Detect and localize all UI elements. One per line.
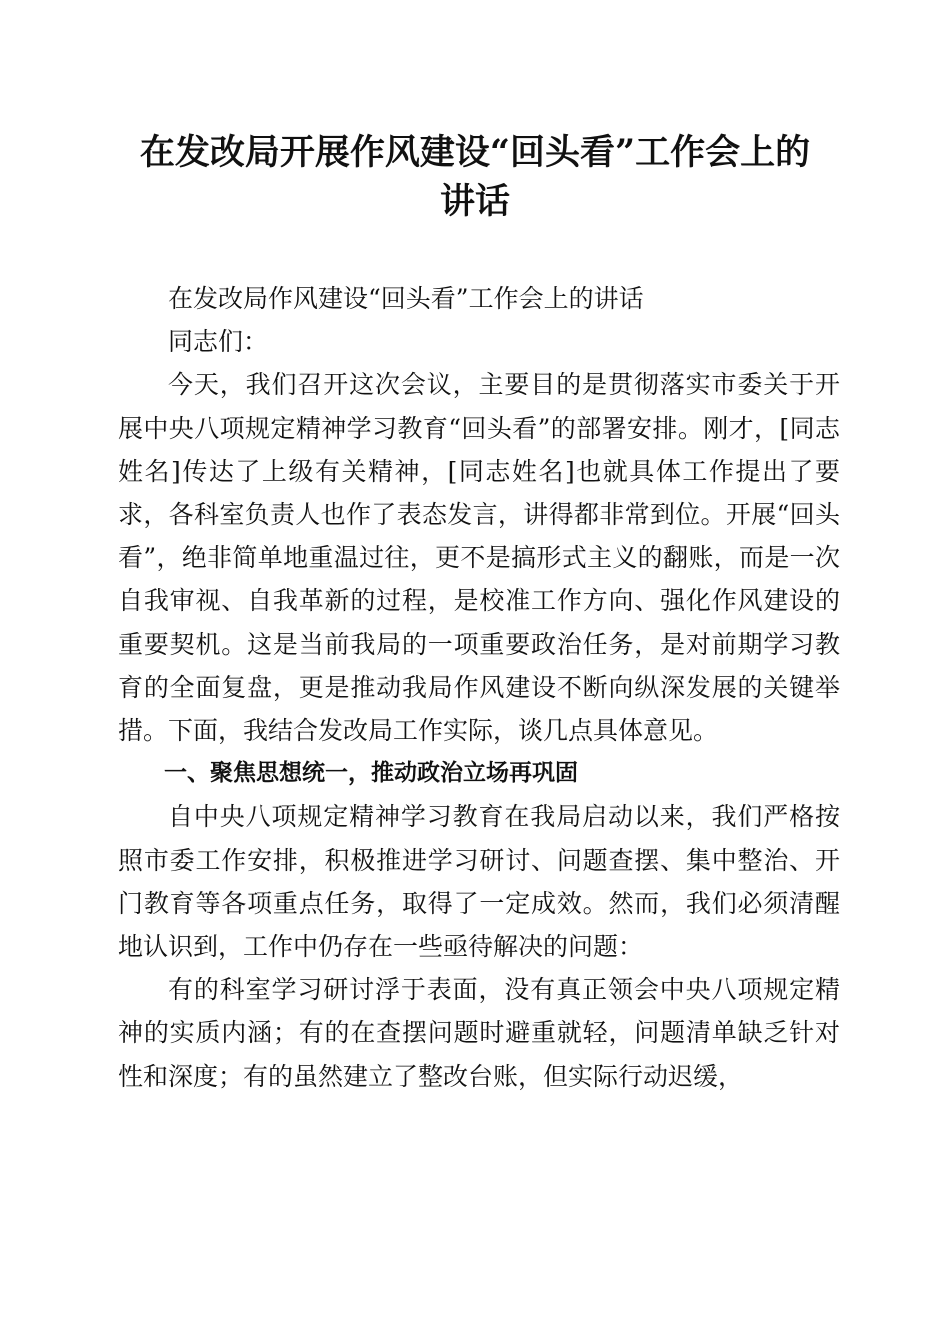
title-line-1: 在发改局开展作风建设“回头看”工作会上的 [139, 132, 811, 173]
title-line-2: 讲话 [439, 181, 510, 222]
paragraph-intro: 今天，我们召开这次会议，主要目的是贯彻落实市委关于开展中央八项规定精神学习教育“回头看”的部署安排。刚才，[同志姓名]传达了上级有关精神，[同志姓名]也就具体工作提出了要求，各科室负责人也作了表态发言，讲得都非常到位。开展“回头看”，绝非简单地重温过往，更不是搞形式主义的翻账，而是一次自我审视、自我革新的过程，是校准工作方向、强化作风建设的重要契机。这是当前我局的一项重要政治任务，是对前期学习教育的全面复盘，更是推动我局作风建设不断向纵深发展的关键举措。下面，我结合发改局工作实际，谈几点具体意见。 [118, 370, 840, 746]
paragraph-section1-b: 有的科室学习研讨浮于表面，没有真正领会中央八项规定精神的实质内涵；有的在查摆问题时避重就轻，问题清单缺乏针对性和深度；有的虽然建立了整改台账，但实际行动迟缓， [118, 975, 840, 1091]
document-title [100, 128, 850, 226]
section-heading-1: 一、聚焦思想统一，推动政治立场再巩固 [164, 760, 578, 787]
document-body [118, 277, 840, 1098]
paragraph-section1-a: 自中央八项规定精神学习教育在我局启动以来，我们严格按照市委工作安排，积极推进学习研讨、问题查摆、集中整治、开门教育等各项重点任务，取得了一定成效。然而，我们必须清醒地认识到，工作中仍存在一些亟待解决的问题： [118, 802, 840, 962]
subtitle: 在发改局作风建设“回头看”工作会上的讲话 [168, 284, 644, 313]
salutation: 同志们： [168, 327, 269, 357]
